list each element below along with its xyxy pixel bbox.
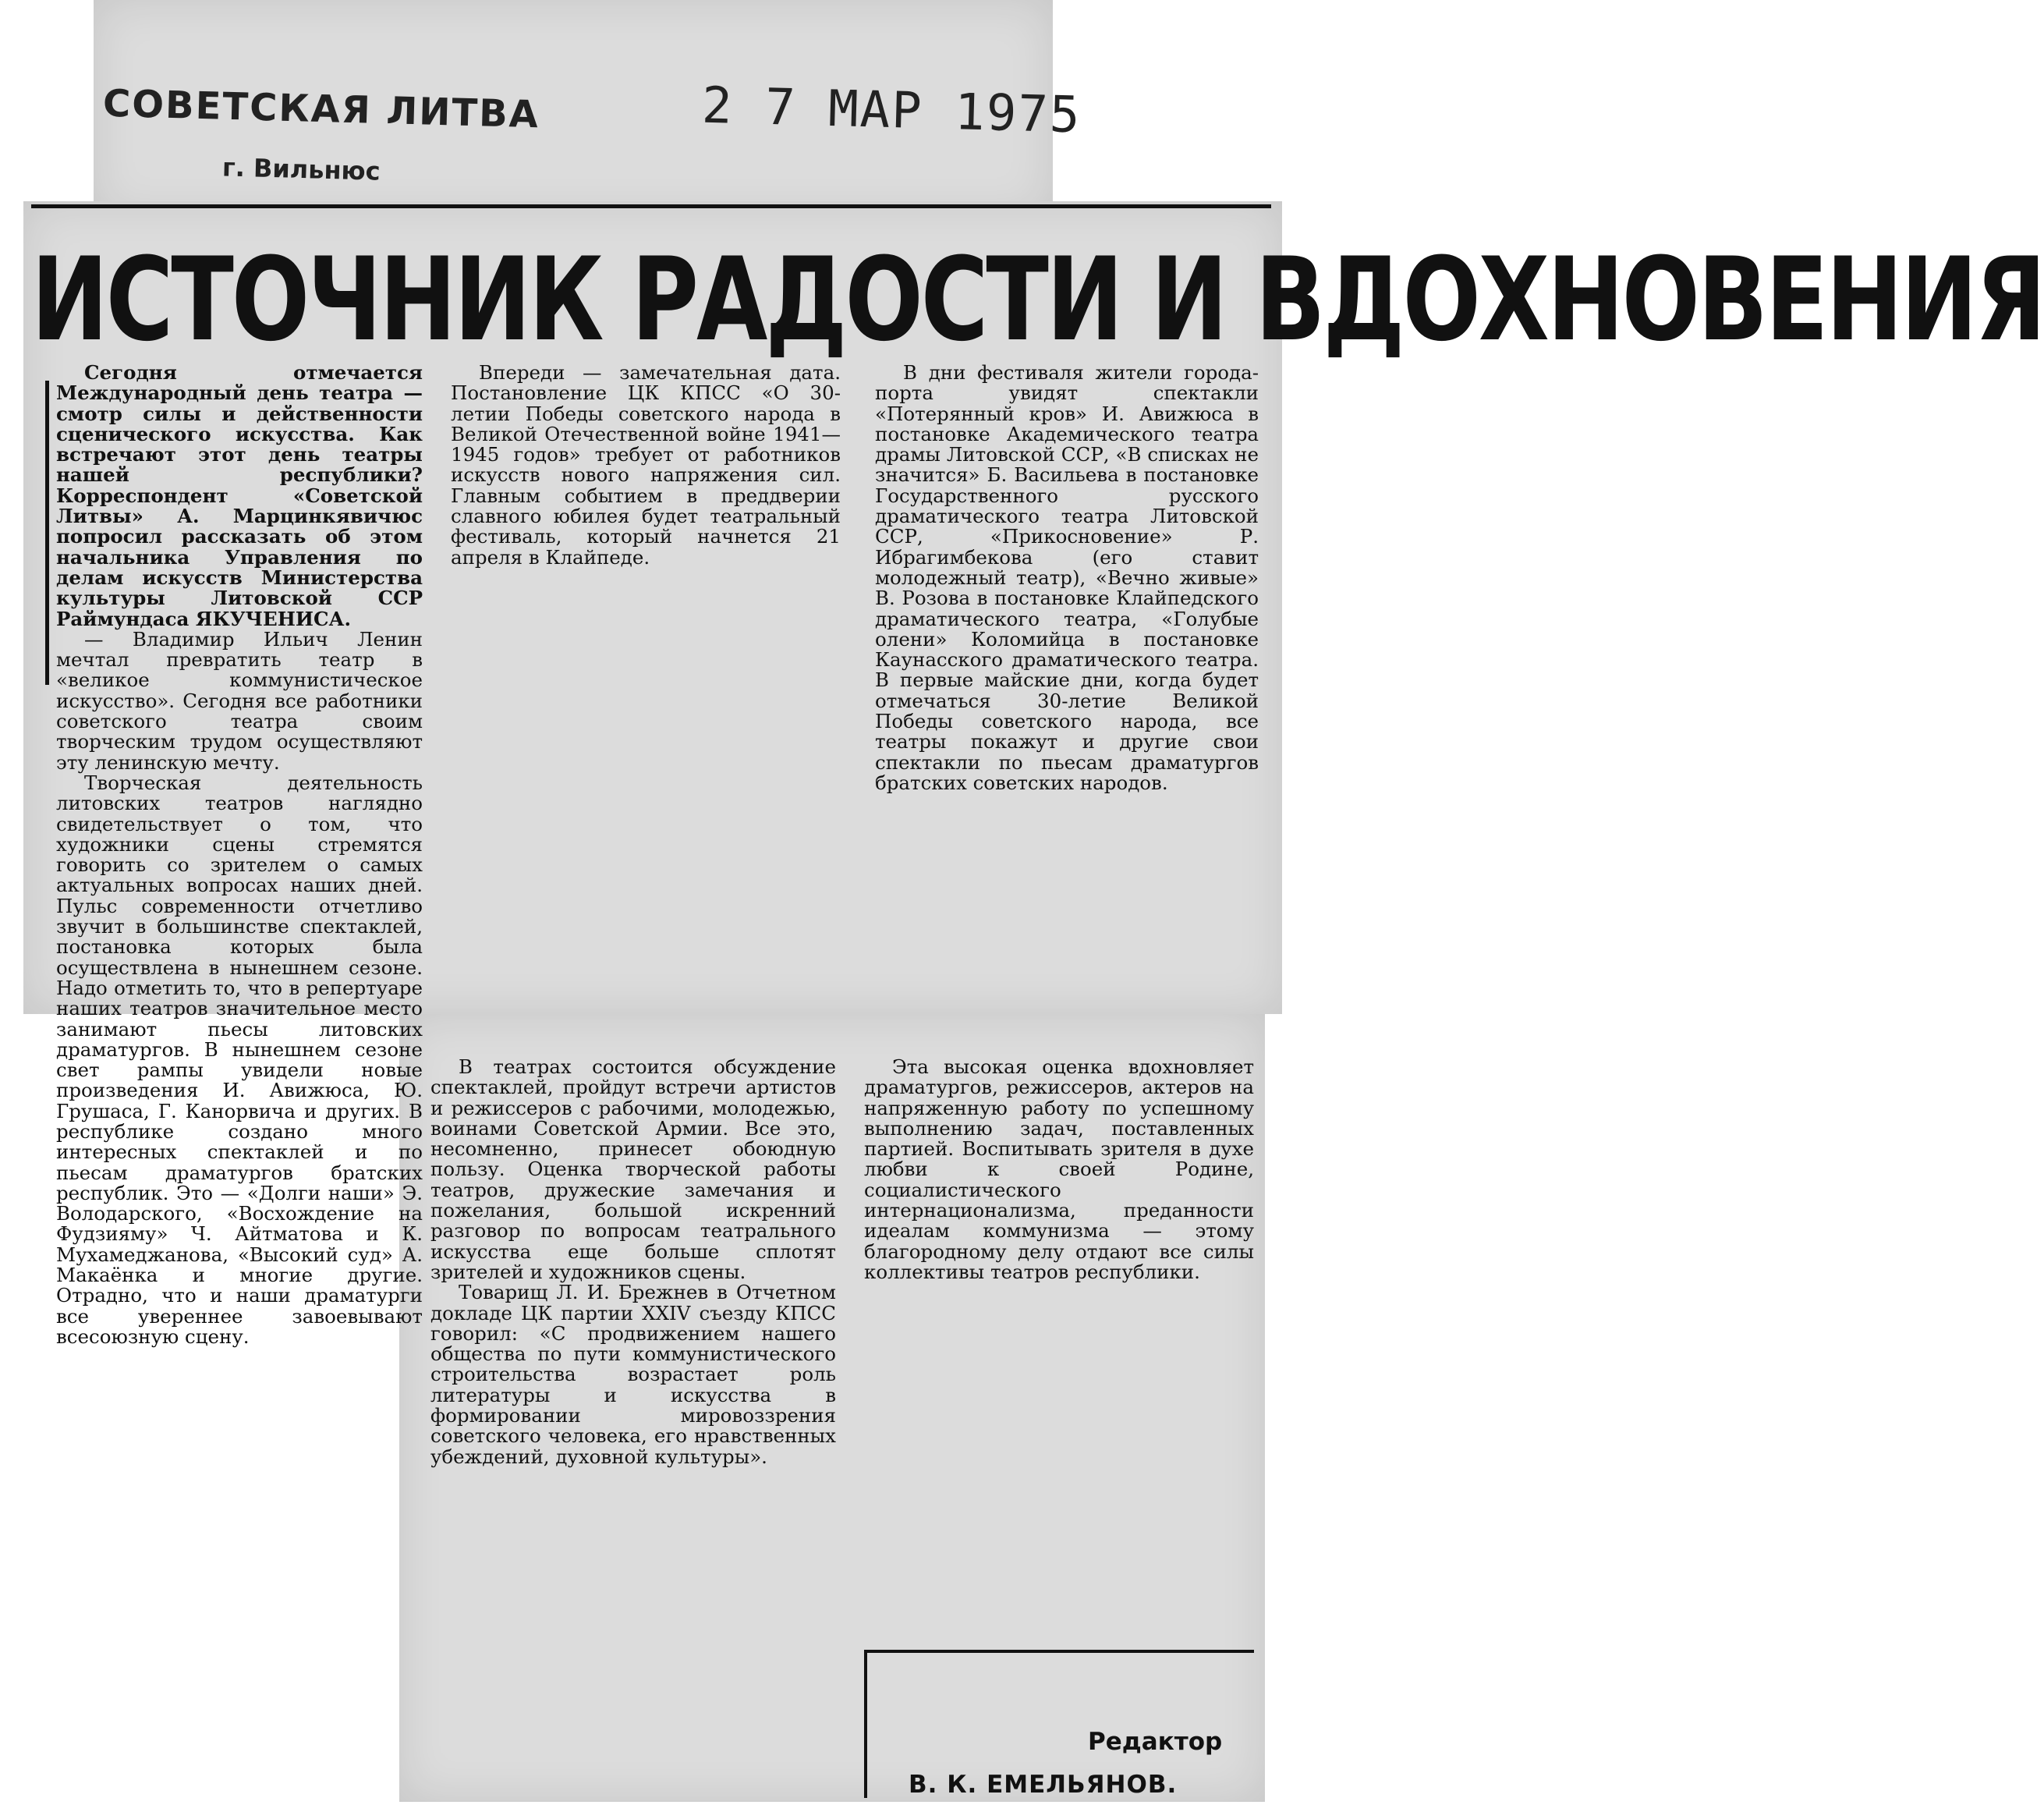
- paragraph-5: В театрах состоится обсуждение спектаклей, пройдут встречи артистов и режиссеров с рабочими, молодежью, воинами Советской Армии. Все это, несомненно, принесет обоюдную пользу. Оценка творческой работы театров, дружеские замечания и пожелания, большой искренний разговор по вопросам театрального искусства еще больше сплотят зрителей и художников сцены.: [430, 1055, 836, 1283]
- signature-rule-left: [864, 1650, 867, 1798]
- newspaper-name: СОВЕТСКАЯ ЛИТВА: [102, 81, 540, 137]
- paragraph-2: Творческая деятельность литовских театров наглядно свидетельствует о том, что художники сцены стремятся говорить со зрителем о самых актуальных вопросах наших дней. Пульс современности отчетливо звучит в большинстве спектаклей, постановка которых была осуществлена в нынешнем сезоне. Надо отметить то, что в репертуаре наших театров значительное место занимают пьесы литовских драматургов. В нынешнем сезоне свет рампы увидели новые произведения И. Авижюса, Ю. Грушаса, Г. Канорвича и других. В республике создано много интересных спектаклей и по пьесам драматургов братских республик. Это — «Долги наши» Э. Володарского, «Восхождение на Фудзияму» Ч. Айтматова и К. Мухамеджанова, «Высокий суд» А. Макаёнка и многие другие. Отрадно, что и наши драматурги все увереннее завоевывают всесоюзную сцену.: [56, 771, 423, 1348]
- paragraph-3: Впереди — замечательная дата. Постановление ЦК КПСС «О 30-летии Победы советского народа в Великой Отечественной войне 1941—1945 годов» требует от работников искусств нового напряжения сил. Главным событием в преддверии славного юбилея будет театральный фестиваль, который начнется 21 апреля в Клайпеде.: [451, 361, 841, 569]
- column-2: [451, 363, 841, 979]
- top-rule: [31, 204, 1271, 208]
- headline: ИСТОЧНИК РАДОСТИ И ВДОХНОВЕНИЯ: [31, 232, 2044, 367]
- editor-name: В. К. ЕМЕЛЬЯНОВ.: [909, 1771, 1178, 1799]
- paragraph-4: В дни фестиваля жители города-порта увидят спектакли «Потерянный кров» И. Авижюса в постановке Академического театра драмы Литовской ССР, «В списках не значится» Б. Васильева в постановке Государственного русского драматического театра Литовской ССР, «Прикосновение» Р. Ибрагимбекова (его ставит молодежный театр), «Вечно живые» В. Розова в постановке Клайпедского драматического театра, «Голубые олени» Коломийца в постановке Каунасского драматического театра. В первые майские дни, когда будет отмечаться 30-летие Великой Победы советского народа, все театры покажут и другие свои спектакли по пьесам драматургов братских советских народов.: [875, 361, 1259, 794]
- column-4: [430, 1057, 836, 1782]
- column-3: [875, 363, 1259, 979]
- column-1: [56, 361, 423, 1348]
- paragraph-7: Эта высокая оценка вдохновляет драматургов, режиссеров, актеров на напряженную работу по успешному выполнению задач, поставленных партией. Воспитывать зрителя в духе любви к своей Родине, социалистического интернационализма, преданности идеалам коммунизма — этому благородному делу отдают все силы коллективы театров республики.: [864, 1055, 1254, 1283]
- article-intro: Сегодня отмечается Международный день театра — смотр силы и действенности сценического искусства. Как встречают этот день театры нашей республики? Корреспондент «Советской Литвы» А. Марцинкявичюс попросил рассказать об этом начальника Управления по делам искусств Министерства культуры Литовской ССР Раймундаса ЯКУЧЕНИСА.: [56, 361, 423, 630]
- editor-title: Редактор: [1088, 1728, 1223, 1756]
- intro-left-bar: [45, 381, 49, 685]
- column-5: [864, 1057, 1254, 1642]
- paragraph-6: Товарищ Л. И. Брежнев в Отчетном докладе ЦК партии XXIV съезду КПСС говорил: «С продвижением нашего общества по пути коммунистического строительства возрастает роль литературы и искусства в формировании мировоззрения советского человека, его нравственных убеждений, духовной культуры».: [430, 1281, 836, 1468]
- date-stamp: 2 7 МАР 1975: [701, 76, 1082, 145]
- city-name: г. Вильнюс: [221, 152, 381, 186]
- signature-rule-top: [864, 1650, 1254, 1653]
- paragraph-1: — Владимир Ильич Ленин мечтал превратить театр в «великое коммунистическое искусство». Сегодня все работники советского театра своим творческим трудом осуществляют эту ленинскую мечту.: [56, 627, 423, 774]
